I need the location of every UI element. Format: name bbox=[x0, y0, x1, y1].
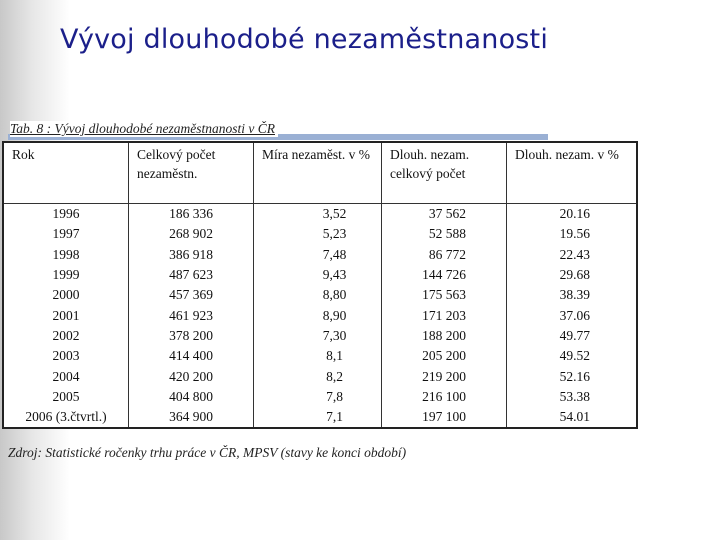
cell-total-unemployed: 404 800 bbox=[129, 387, 254, 407]
column-header-unemployment-rate: Míra nezaměst. v % bbox=[254, 142, 382, 204]
cell-longterm-total: 197 100 bbox=[382, 407, 507, 428]
cell-total-unemployed: 461 923 bbox=[129, 305, 254, 325]
cell-year: 2001 bbox=[3, 305, 129, 325]
cell-longterm-percent: 20.16 bbox=[507, 204, 638, 225]
cell-longterm-percent: 22.43 bbox=[507, 245, 638, 265]
cell-longterm-percent: 37.06 bbox=[507, 305, 638, 325]
cell-total-unemployed: 487 623 bbox=[129, 265, 254, 285]
cell-unemployment-rate: 9,43 bbox=[254, 265, 382, 285]
column-header-total-unemployed: Celkový počet nezaměstn. bbox=[129, 142, 254, 204]
cell-unemployment-rate: 3,52 bbox=[254, 204, 382, 225]
table-row bbox=[3, 326, 637, 346]
cell-year: 2000 bbox=[3, 285, 129, 305]
cell-unemployment-rate: 8,2 bbox=[254, 366, 382, 386]
column-header-year: Rok bbox=[3, 142, 129, 204]
cell-unemployment-rate: 7,48 bbox=[254, 245, 382, 265]
cell-unemployment-rate: 7,30 bbox=[254, 326, 382, 346]
cell-longterm-percent: 52.16 bbox=[507, 366, 638, 386]
cell-longterm-percent: 49.52 bbox=[507, 346, 638, 366]
cell-longterm-percent: 38.39 bbox=[507, 285, 638, 305]
table-row bbox=[3, 285, 637, 305]
table-header-row bbox=[3, 142, 637, 204]
cell-unemployment-rate: 8,90 bbox=[254, 305, 382, 325]
table-row bbox=[3, 224, 637, 244]
cell-year: 1996 bbox=[3, 204, 129, 225]
column-header-longterm-total: Dlouh. nezam. celkový počet bbox=[382, 142, 507, 204]
cell-longterm-percent: 49.77 bbox=[507, 326, 638, 346]
cell-unemployment-rate: 7,8 bbox=[254, 387, 382, 407]
cell-longterm-total: 86 772 bbox=[382, 245, 507, 265]
table-row bbox=[3, 346, 637, 366]
table-row bbox=[3, 204, 637, 225]
cell-year: 2006 (3.čtvrtl.) bbox=[3, 407, 129, 428]
cell-unemployment-rate: 8,80 bbox=[254, 285, 382, 305]
cell-longterm-percent: 53.38 bbox=[507, 387, 638, 407]
cell-total-unemployed: 457 369 bbox=[129, 285, 254, 305]
cell-year: 2002 bbox=[3, 326, 129, 346]
cell-year: 2005 bbox=[3, 387, 129, 407]
cell-total-unemployed: 268 902 bbox=[129, 224, 254, 244]
cell-longterm-total: 175 563 bbox=[382, 285, 507, 305]
cell-longterm-total: 216 100 bbox=[382, 387, 507, 407]
cell-unemployment-rate: 8,1 bbox=[254, 346, 382, 366]
cell-year: 2003 bbox=[3, 346, 129, 366]
cell-longterm-total: 219 200 bbox=[382, 366, 507, 386]
cell-unemployment-rate: 7,1 bbox=[254, 407, 382, 428]
source-note: Zdroj: Statistické ročenky trhu práce v ČR, MPSV (stavy ke konci období) bbox=[8, 445, 407, 460]
table-row bbox=[3, 245, 637, 265]
cell-total-unemployed: 186 336 bbox=[129, 204, 254, 225]
cell-longterm-total: 37 562 bbox=[382, 204, 507, 225]
table-row bbox=[3, 387, 637, 407]
cell-longterm-total: 188 200 bbox=[382, 326, 507, 346]
table-row bbox=[3, 305, 637, 325]
cell-longterm-total: 52 588 bbox=[382, 224, 507, 244]
cell-total-unemployed: 414 400 bbox=[129, 346, 254, 366]
cell-year: 1998 bbox=[3, 245, 129, 265]
table-row bbox=[3, 407, 637, 428]
table-caption: Tab. 8 : Vývoj dlouhodobé nezaměstnanosti v ČR bbox=[10, 121, 278, 137]
table-row bbox=[3, 265, 637, 285]
cell-total-unemployed: 386 918 bbox=[129, 245, 254, 265]
cell-longterm-total: 171 203 bbox=[382, 305, 507, 325]
cell-total-unemployed: 378 200 bbox=[129, 326, 254, 346]
cell-total-unemployed: 364 900 bbox=[129, 407, 254, 428]
cell-longterm-total: 205 200 bbox=[382, 346, 507, 366]
cell-longterm-percent: 19.56 bbox=[507, 224, 638, 244]
table-body bbox=[3, 204, 637, 429]
page-title: Vývoj dlouhodobé nezaměstnanosti bbox=[60, 24, 549, 55]
cell-longterm-percent: 54.01 bbox=[507, 407, 638, 428]
cell-longterm-total: 144 726 bbox=[382, 265, 507, 285]
cell-year: 1999 bbox=[3, 265, 129, 285]
cell-year: 1997 bbox=[3, 224, 129, 244]
cell-longterm-percent: 29.68 bbox=[507, 265, 638, 285]
cell-unemployment-rate: 5,23 bbox=[254, 224, 382, 244]
unemployment-table bbox=[2, 141, 638, 429]
table-row bbox=[3, 366, 637, 386]
cell-year: 2004 bbox=[3, 366, 129, 386]
cell-total-unemployed: 420 200 bbox=[129, 366, 254, 386]
column-header-longterm-percent: Dlouh. nezam. v % bbox=[507, 142, 638, 204]
